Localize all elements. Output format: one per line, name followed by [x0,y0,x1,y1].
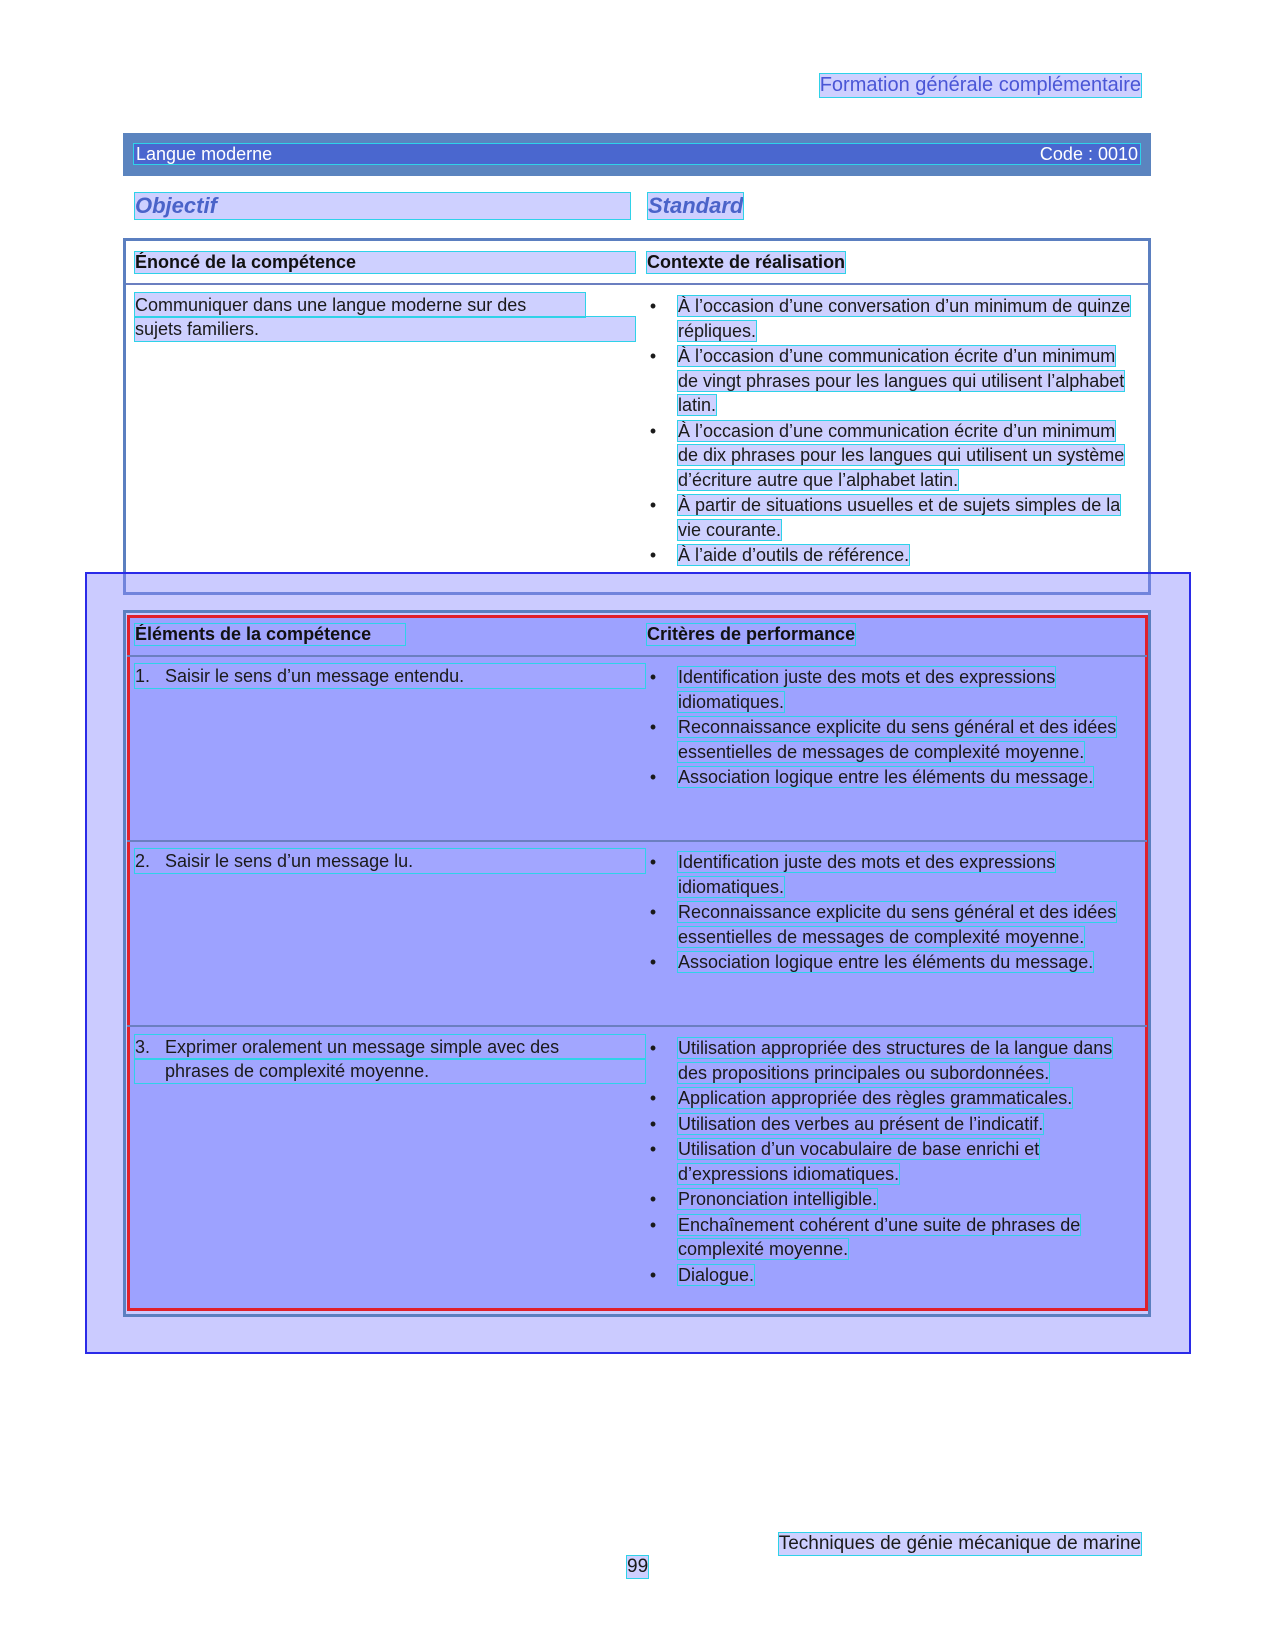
criteria-item: • Association logique entre les éléments du message. [648,950,1126,975]
criteria-list [648,1036,1130,1288]
document-footer: Techniques de génie mécanique de marine [778,1533,1141,1554]
bullet-icon: • [649,717,657,737]
bullet-icon: • [649,296,657,316]
element-number: 1. [135,666,151,686]
criteria-item: • Prononciation intelligible. [648,1187,1130,1212]
criteria-item: • Utilisation d’un vocabulaire de base enrichi et d’expressions idiomatiques. [649,1139,1040,1184]
course-band [123,133,1151,176]
elements-table-divider [127,1025,1147,1027]
bullet-icon: • [649,1139,657,1159]
bullet-icon: • [649,1264,657,1285]
criteria-item: • Identification juste des mots et des expressions idiomatiques. [649,667,1056,712]
criteria-item: • Identification juste des mots et des expressions idiomatiques. [649,852,1056,897]
bullet-icon: • [649,1088,657,1108]
criteria-item: • Association logique entre les éléments du message. [648,765,1126,790]
element-text: Saisir le sens d’un message lu. [165,851,414,871]
course-band-content [134,144,1140,164]
bullet-icon: • [649,420,657,441]
criteria-header: Critères de performance [647,624,856,644]
criteria-list [648,850,1126,976]
bullet-icon: • [649,767,657,787]
document-header: Formation générale complémentaire [819,74,1141,96]
bullet-icon: • [649,1113,657,1134]
element-item [135,1035,645,1083]
context-item: • À l’occasion d’une communication écrite d’un minimum de dix phrases pour les langues qui utilisent un système d’écriture autre que l’alphabet latin. [649,420,1125,490]
context-item: • À l’occasion d’une communication écrite d’un minimum de vingt phrases pour les langues qui utilisent l’alphabet latin. [649,346,1125,415]
bullet-icon: • [649,545,657,565]
elements-table-divider [127,655,1147,657]
bullet-icon: • [649,1189,657,1209]
competence-statement-header: Énoncé de la compétence [135,252,635,273]
criteria-item: • Utilisation des verbes au présent de l’indicatif. [648,1112,1130,1137]
element-item [135,849,645,873]
element-text: Exprimer oralement un message simple avec des [165,1037,560,1057]
course-title: Langue moderne [136,144,273,164]
element-text: phrases de complexité moyenne. [165,1061,430,1081]
page-number: 99 [627,1556,649,1577]
criteria-item: • Utilisation appropriée des structures de la langue dans des propositions principales ou subordonnées. [649,1038,1113,1083]
bullet-icon: • [649,852,657,872]
criteria-item: • Enchaînement cohérent d’une suite de phrases de complexité moyenne. [649,1214,1081,1259]
bullet-icon: • [649,667,657,687]
element-text: Saisir le sens d’un message entendu. [165,666,465,686]
element-item [135,664,645,688]
context-list [648,294,1138,569]
standard-heading: Standard [648,193,744,218]
competence-table-divider [126,283,1148,285]
context-item: • À l’aide d’outils de référence. [648,543,1138,568]
bullet-icon: • [649,952,657,972]
criteria-list [648,665,1126,791]
criteria-item: • Application appropriée des règles grammaticales. [648,1086,1130,1111]
competence-statement [135,293,635,341]
competence-statement-line: sujets familiers. [135,317,635,341]
elements-header: Éléments de la compétence [135,624,405,645]
criteria-item: • Dialogue. [648,1263,1130,1288]
bullet-icon: • [649,1214,657,1235]
competence-statement-line: Communiquer dans une langue moderne sur des [135,293,585,317]
bullet-icon: • [649,346,657,366]
bullet-icon: • [649,495,657,515]
bullet-icon: • [649,902,657,922]
objective-heading: Objectif [135,193,630,219]
course-code: Code : 0010 [1039,144,1138,164]
criteria-item: • Reconnaissance explicite du sens général et des idées essentielles de messages de complexité moyenne. [649,717,1117,762]
elements-table-divider [127,840,1147,842]
bullet-icon: • [649,1038,657,1058]
element-number: 2. [135,851,151,871]
criteria-item: • Reconnaissance explicite du sens général et des idées essentielles de messages de complexité moyenne. [649,902,1117,947]
context-item: • À l’occasion d’une conversation d’un minimum de quinze répliques. [649,296,1131,341]
context-header: Contexte de réalisation [647,252,846,272]
context-item: • À partir de situations usuelles et de sujets simples de la vie courante. [649,495,1121,540]
element-number: 3. [135,1037,151,1057]
